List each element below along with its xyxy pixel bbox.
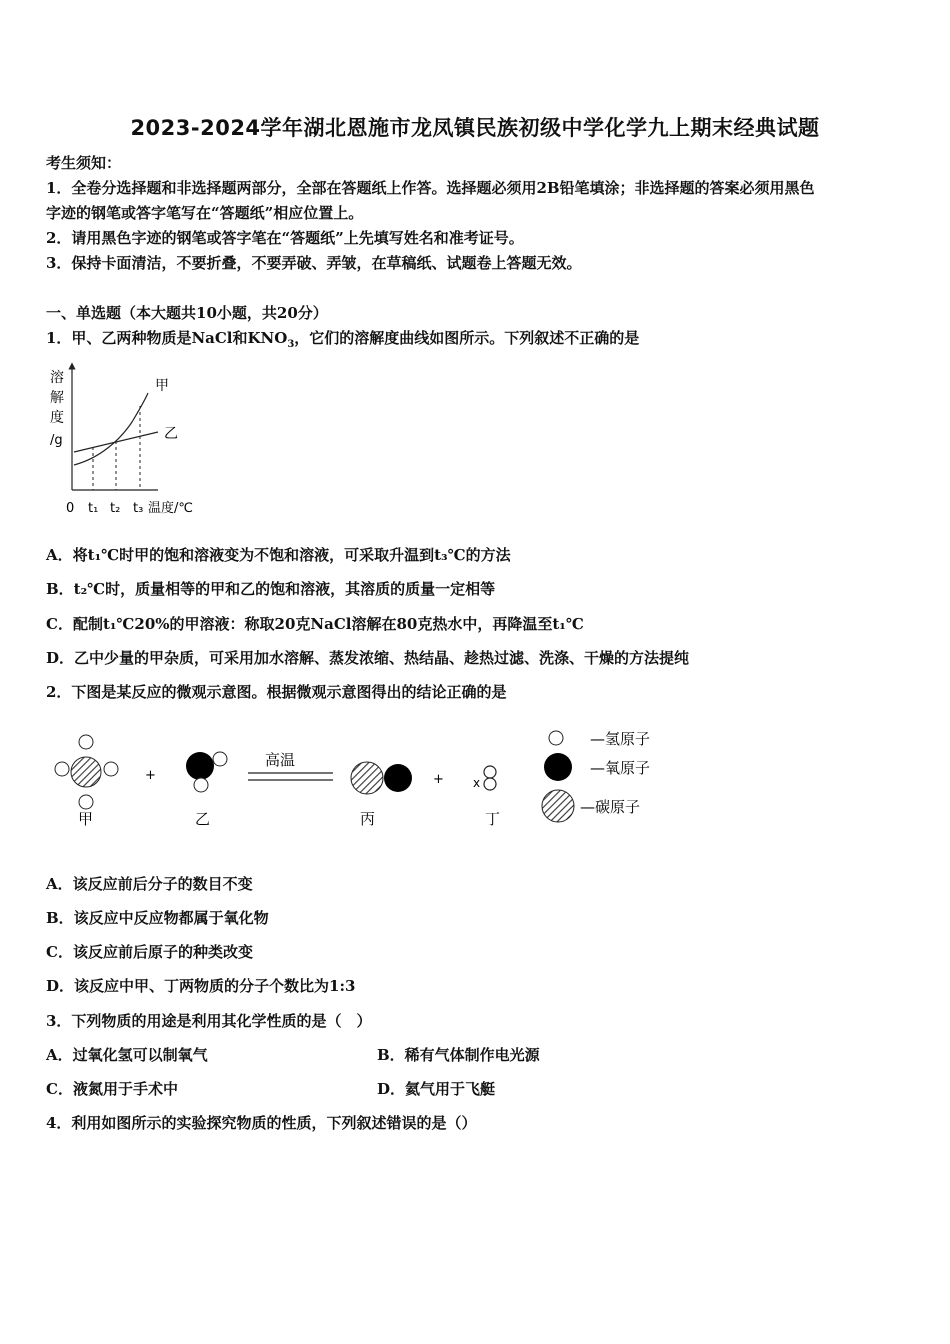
q3-option-a: A．过氧化氢可以制氧气 bbox=[46, 1046, 208, 1064]
q1-option-b: B．t₂℃时，质量相等的甲和乙的饱和溶液，其溶质的质量一定相等 bbox=[46, 580, 496, 598]
q4-stem: 4．利用如图所示的实验探究物质的性质，下列叙述错误的是（） bbox=[46, 1114, 477, 1132]
reaction-diagram bbox=[45, 725, 685, 830]
q1-stem-sub: 3 bbox=[287, 339, 295, 350]
coefficient-x: x bbox=[473, 776, 481, 790]
molecule-c-label: 丙 bbox=[360, 810, 376, 828]
solubility-chart bbox=[40, 360, 215, 520]
q3-option-c: C．液氮用于手术中 bbox=[46, 1080, 178, 1098]
q1-stem-post: ，它们的溶解度曲线如图所示。下列叙述不正确的是 bbox=[294, 329, 640, 347]
curve-a bbox=[74, 393, 148, 465]
legend-carbon bbox=[542, 790, 574, 822]
origin-label: 0 bbox=[66, 501, 75, 516]
notice-item-1a: 1．全卷分选择题和非选择题两部分，全部在答题纸上作答。选择题必须用2B铅笔填涂；非选择题的答案必须用黑色 bbox=[46, 179, 815, 197]
t1-label: t₁ bbox=[88, 501, 99, 516]
molecule-b bbox=[186, 752, 227, 792]
q3-option-b: B．稀有气体制作电光源 bbox=[377, 1046, 540, 1064]
q3-option-d: D．氦气用于飞艇 bbox=[377, 1080, 496, 1098]
notice-item-2: 2．请用黑色字迹的钢笔或答字笔在“答题纸”上先填写姓名和准考证号。 bbox=[46, 229, 524, 247]
t3-label: t₃ bbox=[133, 501, 144, 516]
molecule-a bbox=[55, 735, 118, 809]
molecule-c bbox=[351, 762, 412, 794]
plus-sign-2: + bbox=[433, 772, 444, 787]
curve-b-label: 乙 bbox=[164, 426, 178, 442]
q2-stem: 2．下图是某反应的微观示意图。根据微观示意图得出的结论正确的是 bbox=[46, 683, 507, 701]
q1-option-a: A．将t₁℃时甲的饱和溶液变为不饱和溶液，可采取升温到t₃℃的方法 bbox=[46, 546, 511, 564]
legend-hydrogen bbox=[549, 731, 563, 745]
notice-item-1b: 字迹的钢笔或答字笔写在“答题纸”相应位置上。 bbox=[46, 204, 364, 222]
legend-oxygen bbox=[544, 753, 572, 781]
y-label-2: 解 bbox=[50, 390, 64, 406]
y-label-1: 溶 bbox=[50, 370, 64, 386]
y-label-4: /g bbox=[50, 433, 63, 448]
molecule-b-label: 乙 bbox=[195, 810, 211, 828]
q1-stem-pre: 1．甲、乙两种物质是NaCl和KNO bbox=[46, 329, 288, 347]
notice-heading: 考生须知： bbox=[46, 154, 122, 172]
q3-stem: 3．下列物质的用途是利用其化学性质的是（ ） bbox=[46, 1012, 372, 1030]
legend-carbon-label: —碳原子 bbox=[580, 798, 641, 816]
q1-option-d: D．乙中少量的甲杂质，可采用加水溶解、蒸发浓缩、热结晶、趁热过滤、洗涤、干燥的方法提纯 bbox=[46, 649, 690, 667]
plus-sign-1: + bbox=[145, 768, 156, 783]
q2-option-b: B．该反应中反应物都属于氧化物 bbox=[46, 909, 269, 927]
y-label-3: 度 bbox=[50, 410, 64, 426]
x-axis-label: 温度/℃ bbox=[148, 501, 193, 516]
curve-a-label: 甲 bbox=[155, 378, 169, 394]
section-heading: 一、单选题（本大题共10小题，共20分） bbox=[46, 304, 328, 322]
q2-option-d: D．该反应中甲、丁两物质的分子个数比为1:3 bbox=[46, 977, 356, 995]
legend-hydrogen-label: —氢原子 bbox=[590, 730, 651, 748]
molecule-d bbox=[484, 766, 496, 790]
q2-option-a: A．该反应前后分子的数目不变 bbox=[46, 875, 253, 893]
q1-stem bbox=[46, 327, 639, 350]
q2-option-c: C．该反应前后原子的种类改变 bbox=[46, 943, 253, 961]
t2-label: t₂ bbox=[110, 501, 121, 516]
notice-item-3: 3．保持卡面清洁，不要折叠，不要弄破、弄皱，在草稿纸、试题卷上答题无效。 bbox=[46, 254, 582, 272]
q1-option-c: C．配制t₁℃20%的甲溶液：称取20克NaCl溶解在80克热水中，再降温至t₁℃ bbox=[46, 615, 584, 633]
molecule-a-label: 甲 bbox=[78, 810, 94, 828]
reaction-condition: 高温 bbox=[265, 751, 296, 769]
page-title: 2023-2024学年湖北恩施市龙凤镇民族初级中学化学九上期末经典试题 bbox=[130, 116, 820, 140]
legend-oxygen-label: —氧原子 bbox=[590, 759, 651, 777]
molecule-d-label: 丁 bbox=[485, 810, 501, 828]
